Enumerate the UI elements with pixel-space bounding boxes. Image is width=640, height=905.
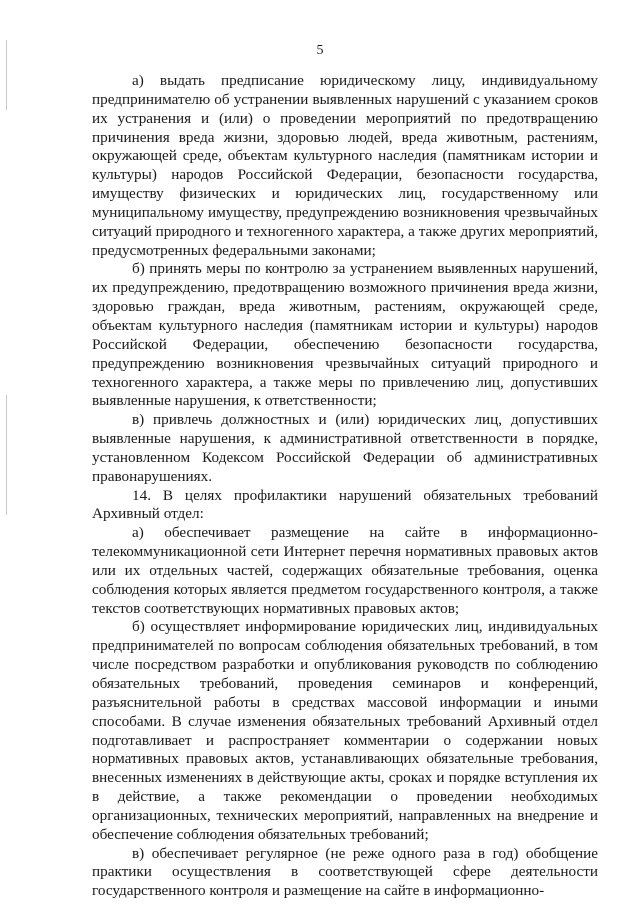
paragraph-14a: а) обеспечивает размещение на сайте в информационно-телекоммуникационной сети Интернет перечня нормативных правовых актов или их отдельных частей, содержащих обязательные требования, оценка соблюдения которых является предметом государственного контроля, а также текстов соответствующих нормативных правовых актов; [92,524,598,617]
paragraph-13b: б) принять меры по контролю за устранением выявленных нарушений, их предупреждению, предотвращению возможного причинения вреда жизни, здоровью граждан, вреда животным, растениям, окружающей среде, объектам культурного наследия (памятникам истории и культуры) народов Российской Федерации, обеспечению безопасности государства, предупреждению возникновения чрезвычайных ситуаций природного и техногенного характера, а также меры по привлечению лиц, допустивших выявленные нарушения, к ответственности; [92,260,598,410]
scan-edge-mark-bottom [6,395,7,515]
paragraph-14: 14. В целях профилактики нарушений обязательных требований Архивный отдел: [92,486,598,523]
paragraph-13a: а) выдать предписание юридическому лицу, индивидуальному предпринимателю об устранении выявленных нарушений с указанием сроков их устранения и (или) о проведении мероприятий по предотвращению причинения вреда жизни, здоровью людей, вреда животным, растениям, окружающей среде, объектам культурного наследия (памятникам истории и культуры) народов Российской Федерации, безопасности государства, имуществу физических и юридических лиц, государственному или муниципальному имуществу, предупреждению возникновения чрезвычайных ситуаций природного и техногенного характера, а также других мероприятий, предусмотренных федеральными законами; [92,72,598,259]
page-number: 5 [316,43,324,58]
paragraph-14b: б) осуществляет информирование юридических лиц, индивидуальных предпринимателей по вопросам соблюдения обязательных требований, в том числе посредством разработки и опубликования руководств по соблюдению обязательных требований, проведения семинаров и конференций, разъяснительной работы в средствах массовой информации и иными способами. В случае изменения обязательных требований Архивный отдел подготавливает и распространяет комментарии о содержании новых нормативных правовых актов, устанавливающих обязательные требования, внесенных изменениях в действующие акты, сроках и порядке вступления их в действие, а также рекомендации о проведении необходимых организационных, технических мероприятий, направленных на внедрение и обеспечение соблюдения обязательных требований; [92,618,598,843]
paragraph-14v: в) обеспечивает регулярное (не реже одного раза в год) обобщение практики осуществления в соответствующей сфере деятельности государственного контроля и размещение на сайте в информационно- [92,844,598,900]
document-body [92,72,598,901]
paragraph-13v: в) привлечь должностных и (или) юридических лиц, допустивших выявленные нарушения, к административной ответственности в порядке, установленном Кодексом Российской Федерации об административных правонарушениях. [92,411,598,485]
